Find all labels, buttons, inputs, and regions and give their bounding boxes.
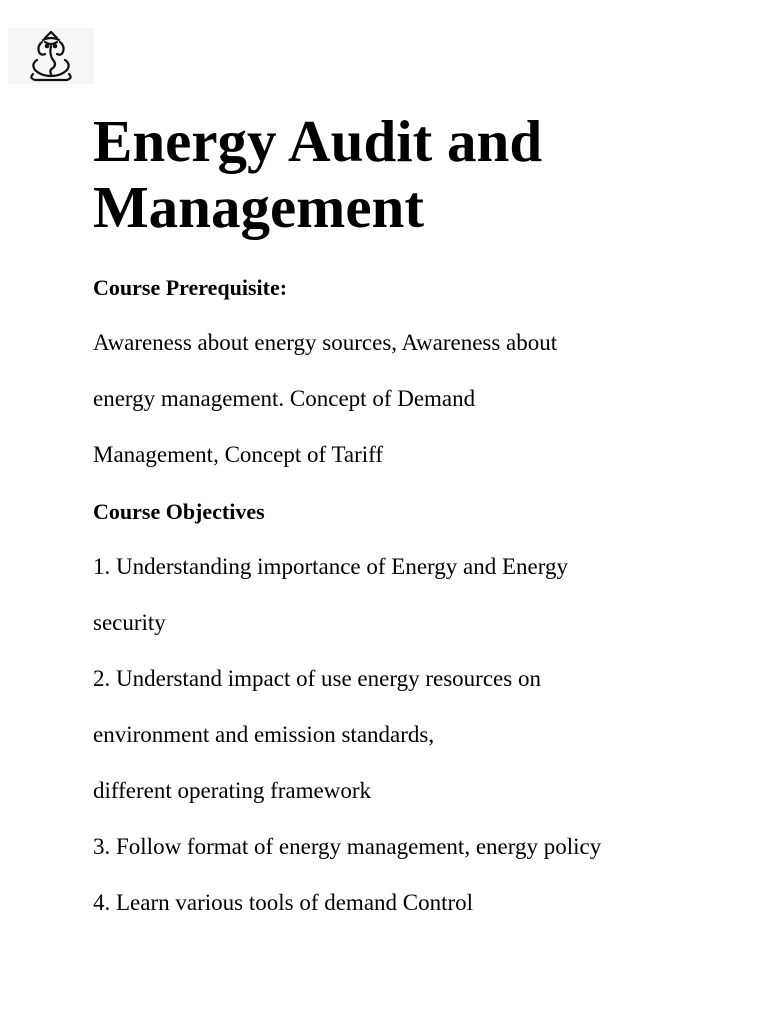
objective-line: 4. Learn various tools of demand Control: [93, 890, 474, 915]
prerequisite-line: Management, Concept of Tariff: [93, 442, 384, 467]
objective-line: 1. Understanding importance of Energy and Energy: [93, 554, 568, 579]
objective-line: security: [93, 610, 166, 635]
title-line-2: Management: [93, 174, 424, 240]
prerequisite-line: energy management. Concept of Demand: [93, 386, 476, 411]
prerequisite-line: Awareness about energy sources, Awareness about: [93, 330, 558, 355]
objective-line: different operating framework: [93, 778, 372, 803]
document-title: [93, 108, 542, 240]
ganesha-icon: [8, 28, 94, 84]
objective-line: 2. Understand impact of use energy resources on: [93, 666, 541, 691]
title-line-1: Energy Audit and: [93, 108, 543, 174]
objectives-heading: Course Objectives: [93, 499, 265, 524]
objective-line: 3. Follow format of energy management, energy policy: [93, 834, 602, 859]
prerequisite-heading: Course Prerequisite:: [93, 275, 288, 300]
objective-line: environment and emission standards,: [93, 722, 435, 747]
ganesha-logo-drawing: [23, 30, 79, 82]
